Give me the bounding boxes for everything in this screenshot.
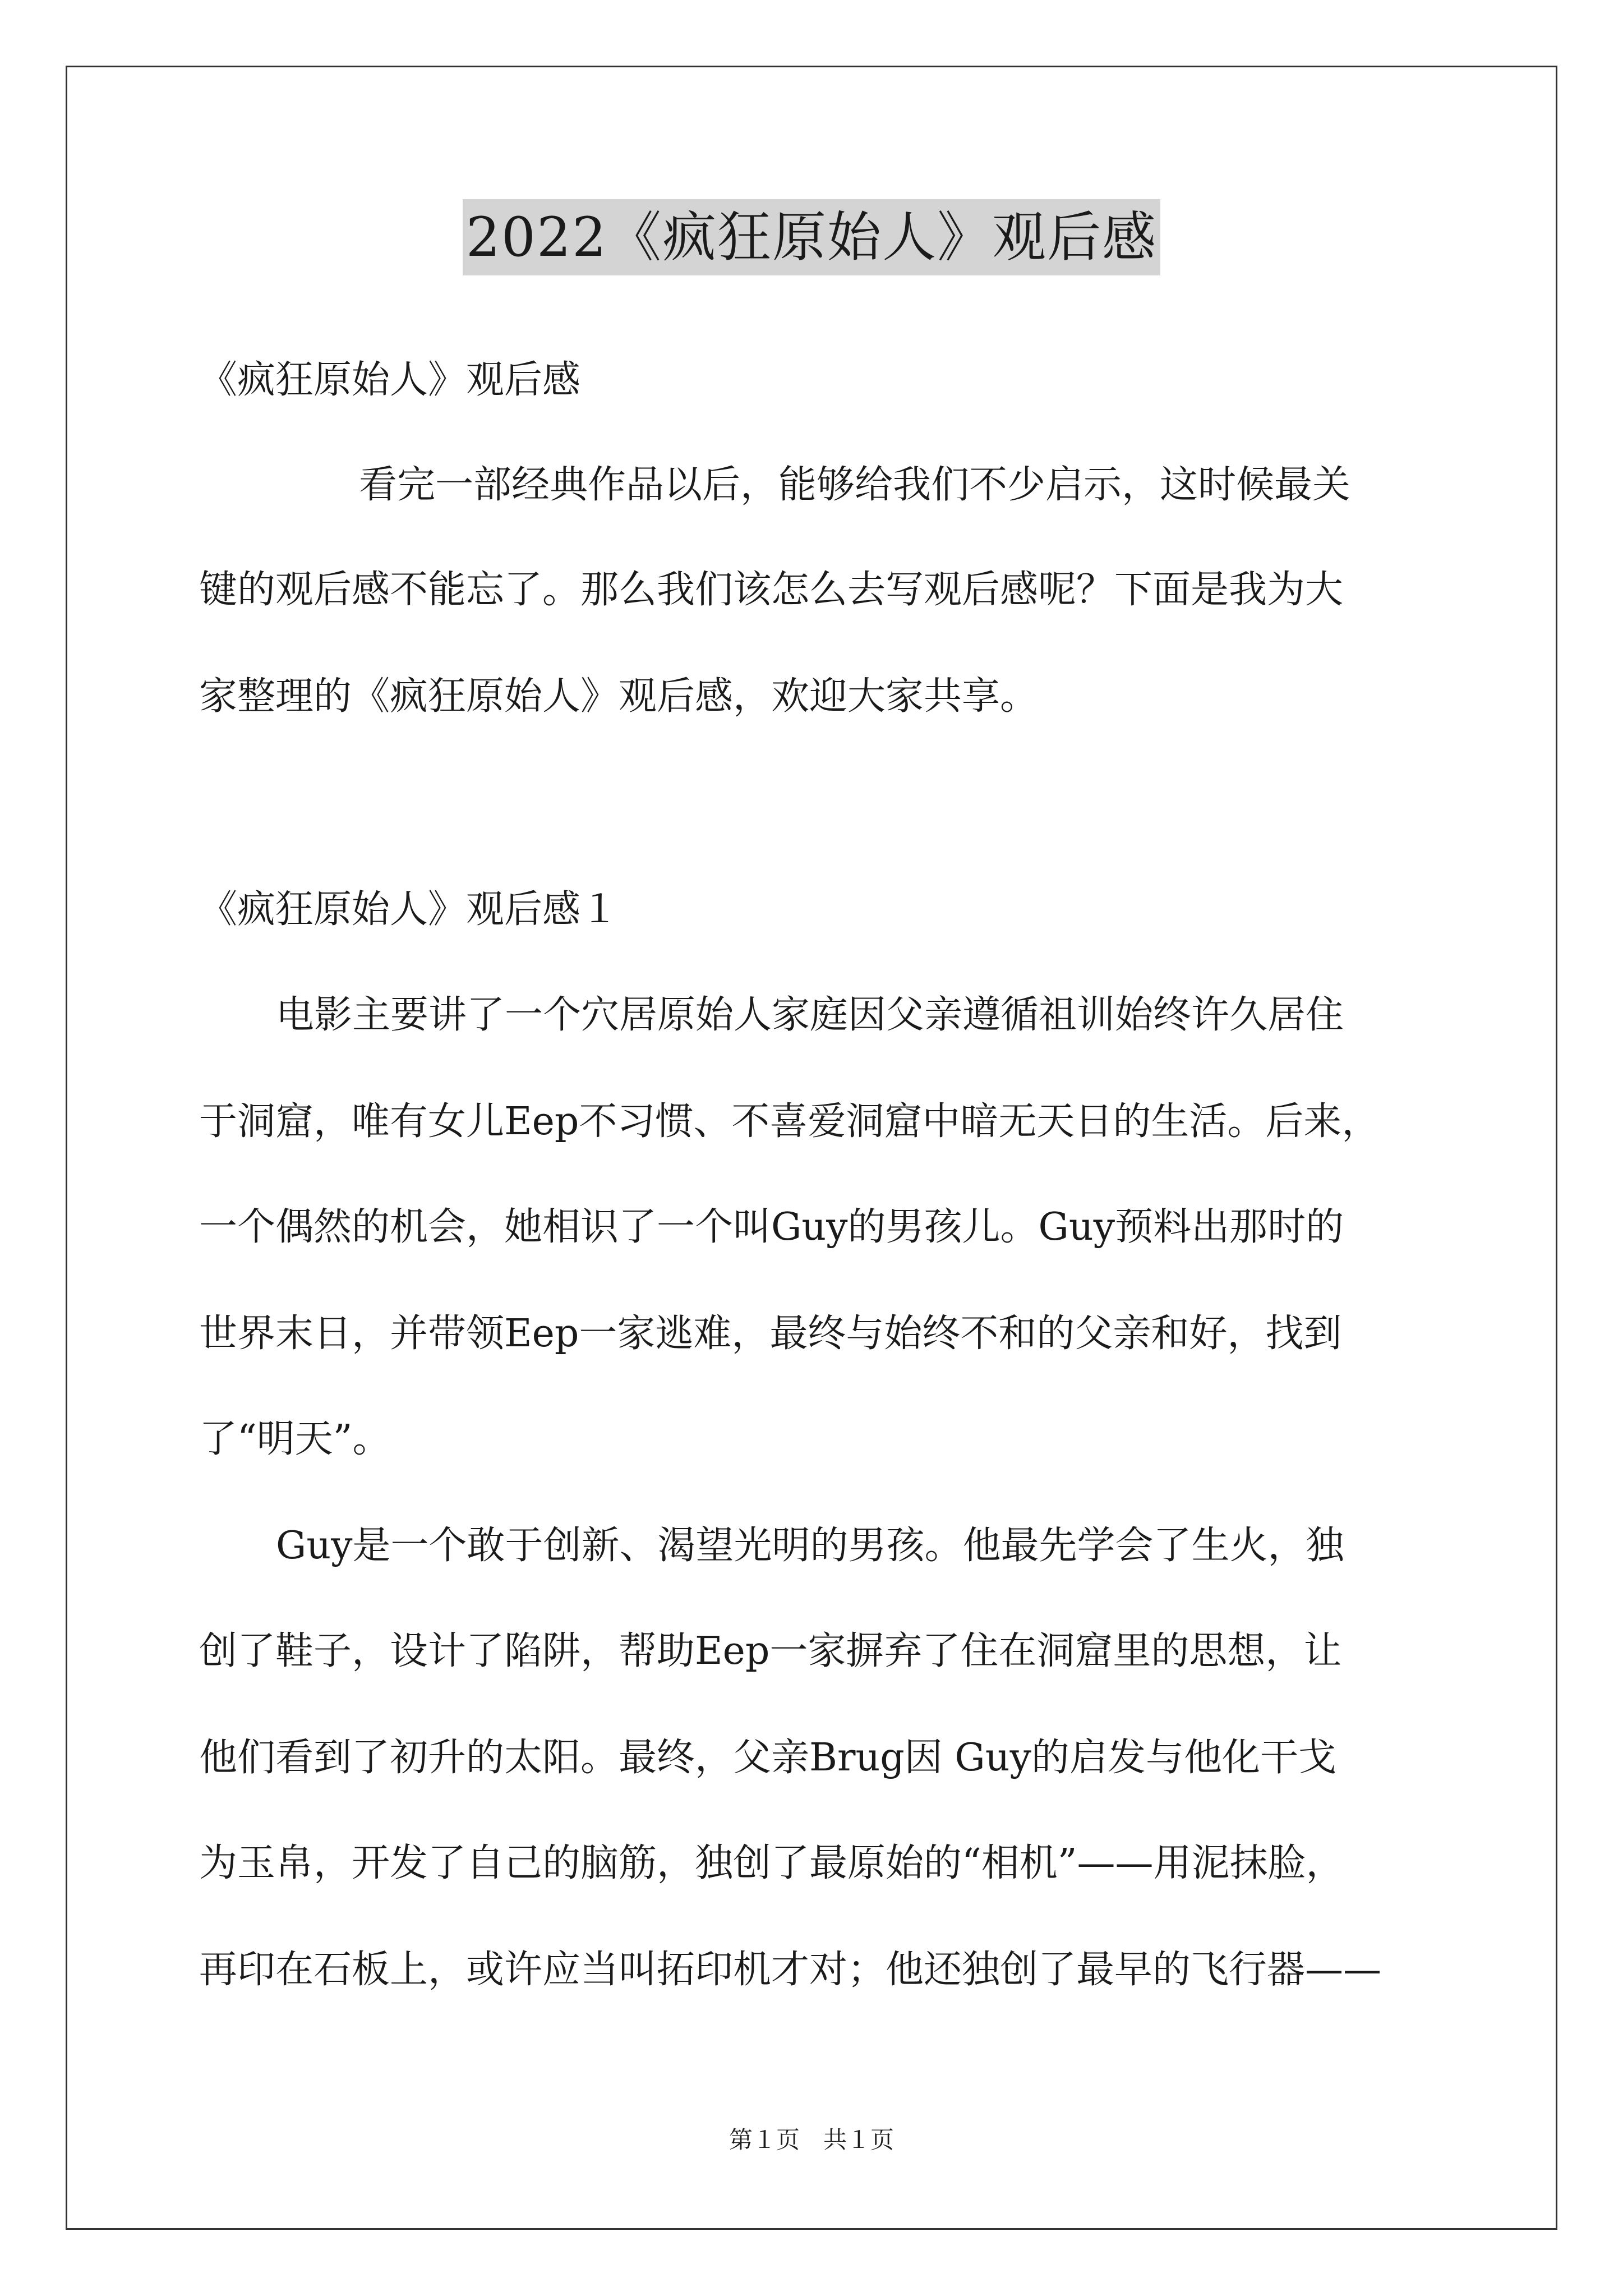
paragraph2-line-5: 再印在石板上，或许应当叫拓印机才对；他还独创了最早的飞行器—— xyxy=(199,1948,1382,1992)
title-container xyxy=(0,199,1623,275)
section-heading: 《疯狂原始人》观后感１ xyxy=(199,887,619,932)
paragraph2-line-1: Guy是一个敢于创新、渴望光明的男孩。他最先学会了生火，独 xyxy=(276,1524,1344,1568)
intro-line-3: 家整理的《疯狂原始人》观后感，欢迎大家共享。 xyxy=(199,674,1039,719)
page-indicator: 第１页 共１页 xyxy=(728,2126,894,2154)
intro-line-1: 看完一部经典作品以后，能够给我们不少启示，这时候最关 xyxy=(359,463,1351,507)
paragraph1-line-2: 于洞窟，唯有女儿Eep不习惯、不喜爱洞窟中暗无天日的生活。后来， xyxy=(199,1099,1380,1144)
paragraph1-line-1: 电影主要讲了一个穴居原始人家庭因父亲遵循祖训始终许久居住 xyxy=(276,993,1344,1037)
subtitle: 《疯狂原始人》观后感 xyxy=(199,358,581,402)
paragraph2-line-4: 为玉帛，开发了自己的脑筋，独创了最原始的“相机”——用泥抹脸， xyxy=(199,1841,1344,1885)
document-title: 2022《疯狂原始人》观后感 xyxy=(463,199,1160,275)
paragraph1-line-4: 世界末日，并带领Eep一家逃难，最终与始终不和的父亲和好，找到 xyxy=(199,1312,1342,1356)
paragraph2-line-3: 他们看到了初升的太阳。最终，父亲Brug因 Guy的启发与他化干戈 xyxy=(199,1736,1336,1780)
intro-line-2: 键的观后感不能忘了。那么我们该怎么去写观后感呢？下面是我为大 xyxy=(199,568,1344,612)
paragraph1-line-5: 了“明天”。 xyxy=(199,1417,391,1461)
paragraph1-line-3: 一个偶然的机会，她相识了一个叫Guy的男孩儿。Guy预料出那时的 xyxy=(199,1205,1344,1249)
paragraph2-line-2: 创了鞋子，设计了陷阱，帮助Eep一家摒弃了住在洞窟里的思想，让 xyxy=(199,1629,1342,1673)
